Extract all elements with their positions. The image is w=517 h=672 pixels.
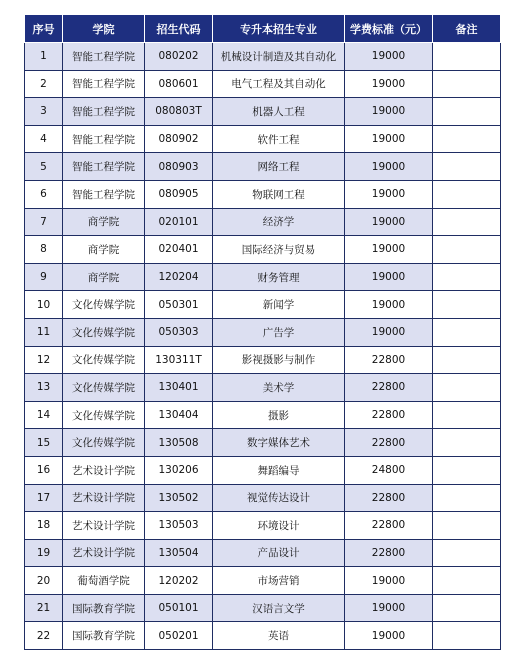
cell-serial-number: 15 <box>25 429 63 457</box>
cell-enrollment-code: 130401 <box>145 374 213 402</box>
table-row <box>25 318 501 346</box>
cell-major: 市场营销 <box>213 567 345 595</box>
cell-school: 商学院 <box>63 263 145 291</box>
cell-remarks <box>433 346 501 374</box>
cell-remarks <box>433 70 501 98</box>
cell-major: 环境设计 <box>213 512 345 540</box>
cell-remarks <box>433 484 501 512</box>
cell-enrollment-code: 050303 <box>145 318 213 346</box>
cell-enrollment-code: 080902 <box>145 125 213 153</box>
cell-serial-number: 21 <box>25 594 63 622</box>
cell-major: 机器人工程 <box>213 98 345 126</box>
cell-serial-number: 20 <box>25 567 63 595</box>
cell-enrollment-code: 050101 <box>145 594 213 622</box>
cell-serial-number: 13 <box>25 374 63 402</box>
cell-major: 产品设计 <box>213 539 345 567</box>
cell-enrollment-code: 080803T <box>145 98 213 126</box>
cell-serial-number: 19 <box>25 539 63 567</box>
cell-serial-number: 10 <box>25 291 63 319</box>
cell-serial-number: 22 <box>25 622 63 650</box>
table-row <box>25 153 501 181</box>
cell-remarks <box>433 180 501 208</box>
cell-enrollment-code: 080601 <box>145 70 213 98</box>
table-row <box>25 594 501 622</box>
cell-remarks <box>433 236 501 264</box>
cell-remarks <box>433 429 501 457</box>
cell-major: 电气工程及其自动化 <box>213 70 345 98</box>
cell-major: 财务管理 <box>213 263 345 291</box>
cell-remarks <box>433 98 501 126</box>
cell-enrollment-code: 130508 <box>145 429 213 457</box>
table-row <box>25 236 501 264</box>
cell-major: 新闻学 <box>213 291 345 319</box>
cell-tuition: 22800 <box>345 512 433 540</box>
header-tuition: 学费标准（元） <box>345 15 433 43</box>
cell-school: 文化传媒学院 <box>63 318 145 346</box>
cell-school: 智能工程学院 <box>63 70 145 98</box>
cell-tuition: 22800 <box>345 429 433 457</box>
table-header-row <box>25 15 501 43</box>
cell-major: 影视摄影与制作 <box>213 346 345 374</box>
cell-school: 智能工程学院 <box>63 43 145 71</box>
cell-remarks <box>433 567 501 595</box>
cell-tuition: 19000 <box>345 98 433 126</box>
cell-enrollment-code: 120204 <box>145 263 213 291</box>
cell-remarks <box>433 43 501 71</box>
cell-tuition: 22800 <box>345 401 433 429</box>
table-row <box>25 43 501 71</box>
table-row <box>25 567 501 595</box>
cell-major: 国际经济与贸易 <box>213 236 345 264</box>
cell-enrollment-code: 130503 <box>145 512 213 540</box>
cell-enrollment-code: 050201 <box>145 622 213 650</box>
cell-school: 文化传媒学院 <box>63 401 145 429</box>
table-row <box>25 484 501 512</box>
cell-tuition: 19000 <box>345 263 433 291</box>
table-row <box>25 456 501 484</box>
cell-major: 网络工程 <box>213 153 345 181</box>
cell-remarks <box>433 401 501 429</box>
cell-remarks <box>433 512 501 540</box>
cell-major: 美术学 <box>213 374 345 402</box>
cell-tuition: 19000 <box>345 622 433 650</box>
cell-enrollment-code: 120202 <box>145 567 213 595</box>
cell-major: 舞蹈编导 <box>213 456 345 484</box>
cell-remarks <box>433 125 501 153</box>
cell-school: 商学院 <box>63 236 145 264</box>
cell-school: 葡萄酒学院 <box>63 567 145 595</box>
cell-remarks <box>433 291 501 319</box>
cell-major: 数字媒体艺术 <box>213 429 345 457</box>
cell-tuition: 22800 <box>345 484 433 512</box>
cell-enrollment-code: 020101 <box>145 208 213 236</box>
cell-school: 商学院 <box>63 208 145 236</box>
cell-tuition: 19000 <box>345 236 433 264</box>
cell-serial-number: 2 <box>25 70 63 98</box>
header-remarks: 备注 <box>433 15 501 43</box>
cell-major: 英语 <box>213 622 345 650</box>
tuition-table <box>24 14 501 650</box>
cell-remarks <box>433 622 501 650</box>
cell-remarks <box>433 318 501 346</box>
cell-serial-number: 8 <box>25 236 63 264</box>
cell-major: 广告学 <box>213 318 345 346</box>
cell-tuition: 19000 <box>345 594 433 622</box>
cell-school: 艺术设计学院 <box>63 456 145 484</box>
table-row <box>25 208 501 236</box>
table-body <box>25 43 501 650</box>
cell-serial-number: 5 <box>25 153 63 181</box>
cell-school: 艺术设计学院 <box>63 484 145 512</box>
cell-serial-number: 17 <box>25 484 63 512</box>
cell-remarks <box>433 539 501 567</box>
cell-tuition: 22800 <box>345 374 433 402</box>
cell-school: 艺术设计学院 <box>63 539 145 567</box>
cell-serial-number: 7 <box>25 208 63 236</box>
cell-major: 物联网工程 <box>213 180 345 208</box>
cell-school: 国际教育学院 <box>63 594 145 622</box>
table-row <box>25 512 501 540</box>
cell-enrollment-code: 080903 <box>145 153 213 181</box>
table-row <box>25 125 501 153</box>
cell-school: 艺术设计学院 <box>63 512 145 540</box>
cell-tuition: 19000 <box>345 125 433 153</box>
cell-enrollment-code: 130404 <box>145 401 213 429</box>
table-row <box>25 70 501 98</box>
cell-serial-number: 4 <box>25 125 63 153</box>
cell-remarks <box>433 594 501 622</box>
tuition-table-container <box>24 14 501 650</box>
table-row <box>25 98 501 126</box>
cell-school: 智能工程学院 <box>63 125 145 153</box>
table-row <box>25 263 501 291</box>
cell-tuition: 22800 <box>345 539 433 567</box>
cell-school: 文化传媒学院 <box>63 346 145 374</box>
cell-tuition: 19000 <box>345 153 433 181</box>
table-row <box>25 401 501 429</box>
table-row <box>25 429 501 457</box>
cell-enrollment-code: 130502 <box>145 484 213 512</box>
table-row <box>25 539 501 567</box>
cell-serial-number: 6 <box>25 180 63 208</box>
cell-school: 文化传媒学院 <box>63 429 145 457</box>
cell-tuition: 19000 <box>345 567 433 595</box>
cell-major: 汉语言文学 <box>213 594 345 622</box>
cell-major: 摄影 <box>213 401 345 429</box>
cell-major: 经济学 <box>213 208 345 236</box>
cell-remarks <box>433 263 501 291</box>
cell-enrollment-code: 080905 <box>145 180 213 208</box>
cell-serial-number: 14 <box>25 401 63 429</box>
cell-serial-number: 3 <box>25 98 63 126</box>
cell-school: 文化传媒学院 <box>63 374 145 402</box>
cell-enrollment-code: 130206 <box>145 456 213 484</box>
cell-tuition: 19000 <box>345 180 433 208</box>
cell-serial-number: 12 <box>25 346 63 374</box>
cell-school: 智能工程学院 <box>63 98 145 126</box>
cell-serial-number: 9 <box>25 263 63 291</box>
cell-enrollment-code: 020401 <box>145 236 213 264</box>
cell-major: 机械设计制造及其自动化 <box>213 43 345 71</box>
table-row <box>25 622 501 650</box>
header-school: 学院 <box>63 15 145 43</box>
cell-tuition: 19000 <box>345 43 433 71</box>
header-serial-number: 序号 <box>25 15 63 43</box>
cell-enrollment-code: 050301 <box>145 291 213 319</box>
cell-serial-number: 16 <box>25 456 63 484</box>
cell-remarks <box>433 153 501 181</box>
cell-serial-number: 1 <box>25 43 63 71</box>
header-enrollment-code: 招生代码 <box>145 15 213 43</box>
cell-tuition: 19000 <box>345 70 433 98</box>
cell-enrollment-code: 130311T <box>145 346 213 374</box>
cell-major: 软件工程 <box>213 125 345 153</box>
cell-major: 视觉传达设计 <box>213 484 345 512</box>
cell-enrollment-code: 130504 <box>145 539 213 567</box>
cell-school: 国际教育学院 <box>63 622 145 650</box>
cell-tuition: 19000 <box>345 208 433 236</box>
cell-serial-number: 11 <box>25 318 63 346</box>
table-row <box>25 180 501 208</box>
table-row <box>25 291 501 319</box>
cell-enrollment-code: 080202 <box>145 43 213 71</box>
cell-remarks <box>433 374 501 402</box>
table-row <box>25 346 501 374</box>
cell-remarks <box>433 456 501 484</box>
cell-tuition: 22800 <box>345 346 433 374</box>
table-row <box>25 374 501 402</box>
cell-school: 文化传媒学院 <box>63 291 145 319</box>
cell-tuition: 24800 <box>345 456 433 484</box>
cell-school: 智能工程学院 <box>63 153 145 181</box>
header-major: 专升本招生专业 <box>213 15 345 43</box>
cell-school: 智能工程学院 <box>63 180 145 208</box>
cell-tuition: 19000 <box>345 318 433 346</box>
cell-serial-number: 18 <box>25 512 63 540</box>
cell-tuition: 19000 <box>345 291 433 319</box>
cell-remarks <box>433 208 501 236</box>
